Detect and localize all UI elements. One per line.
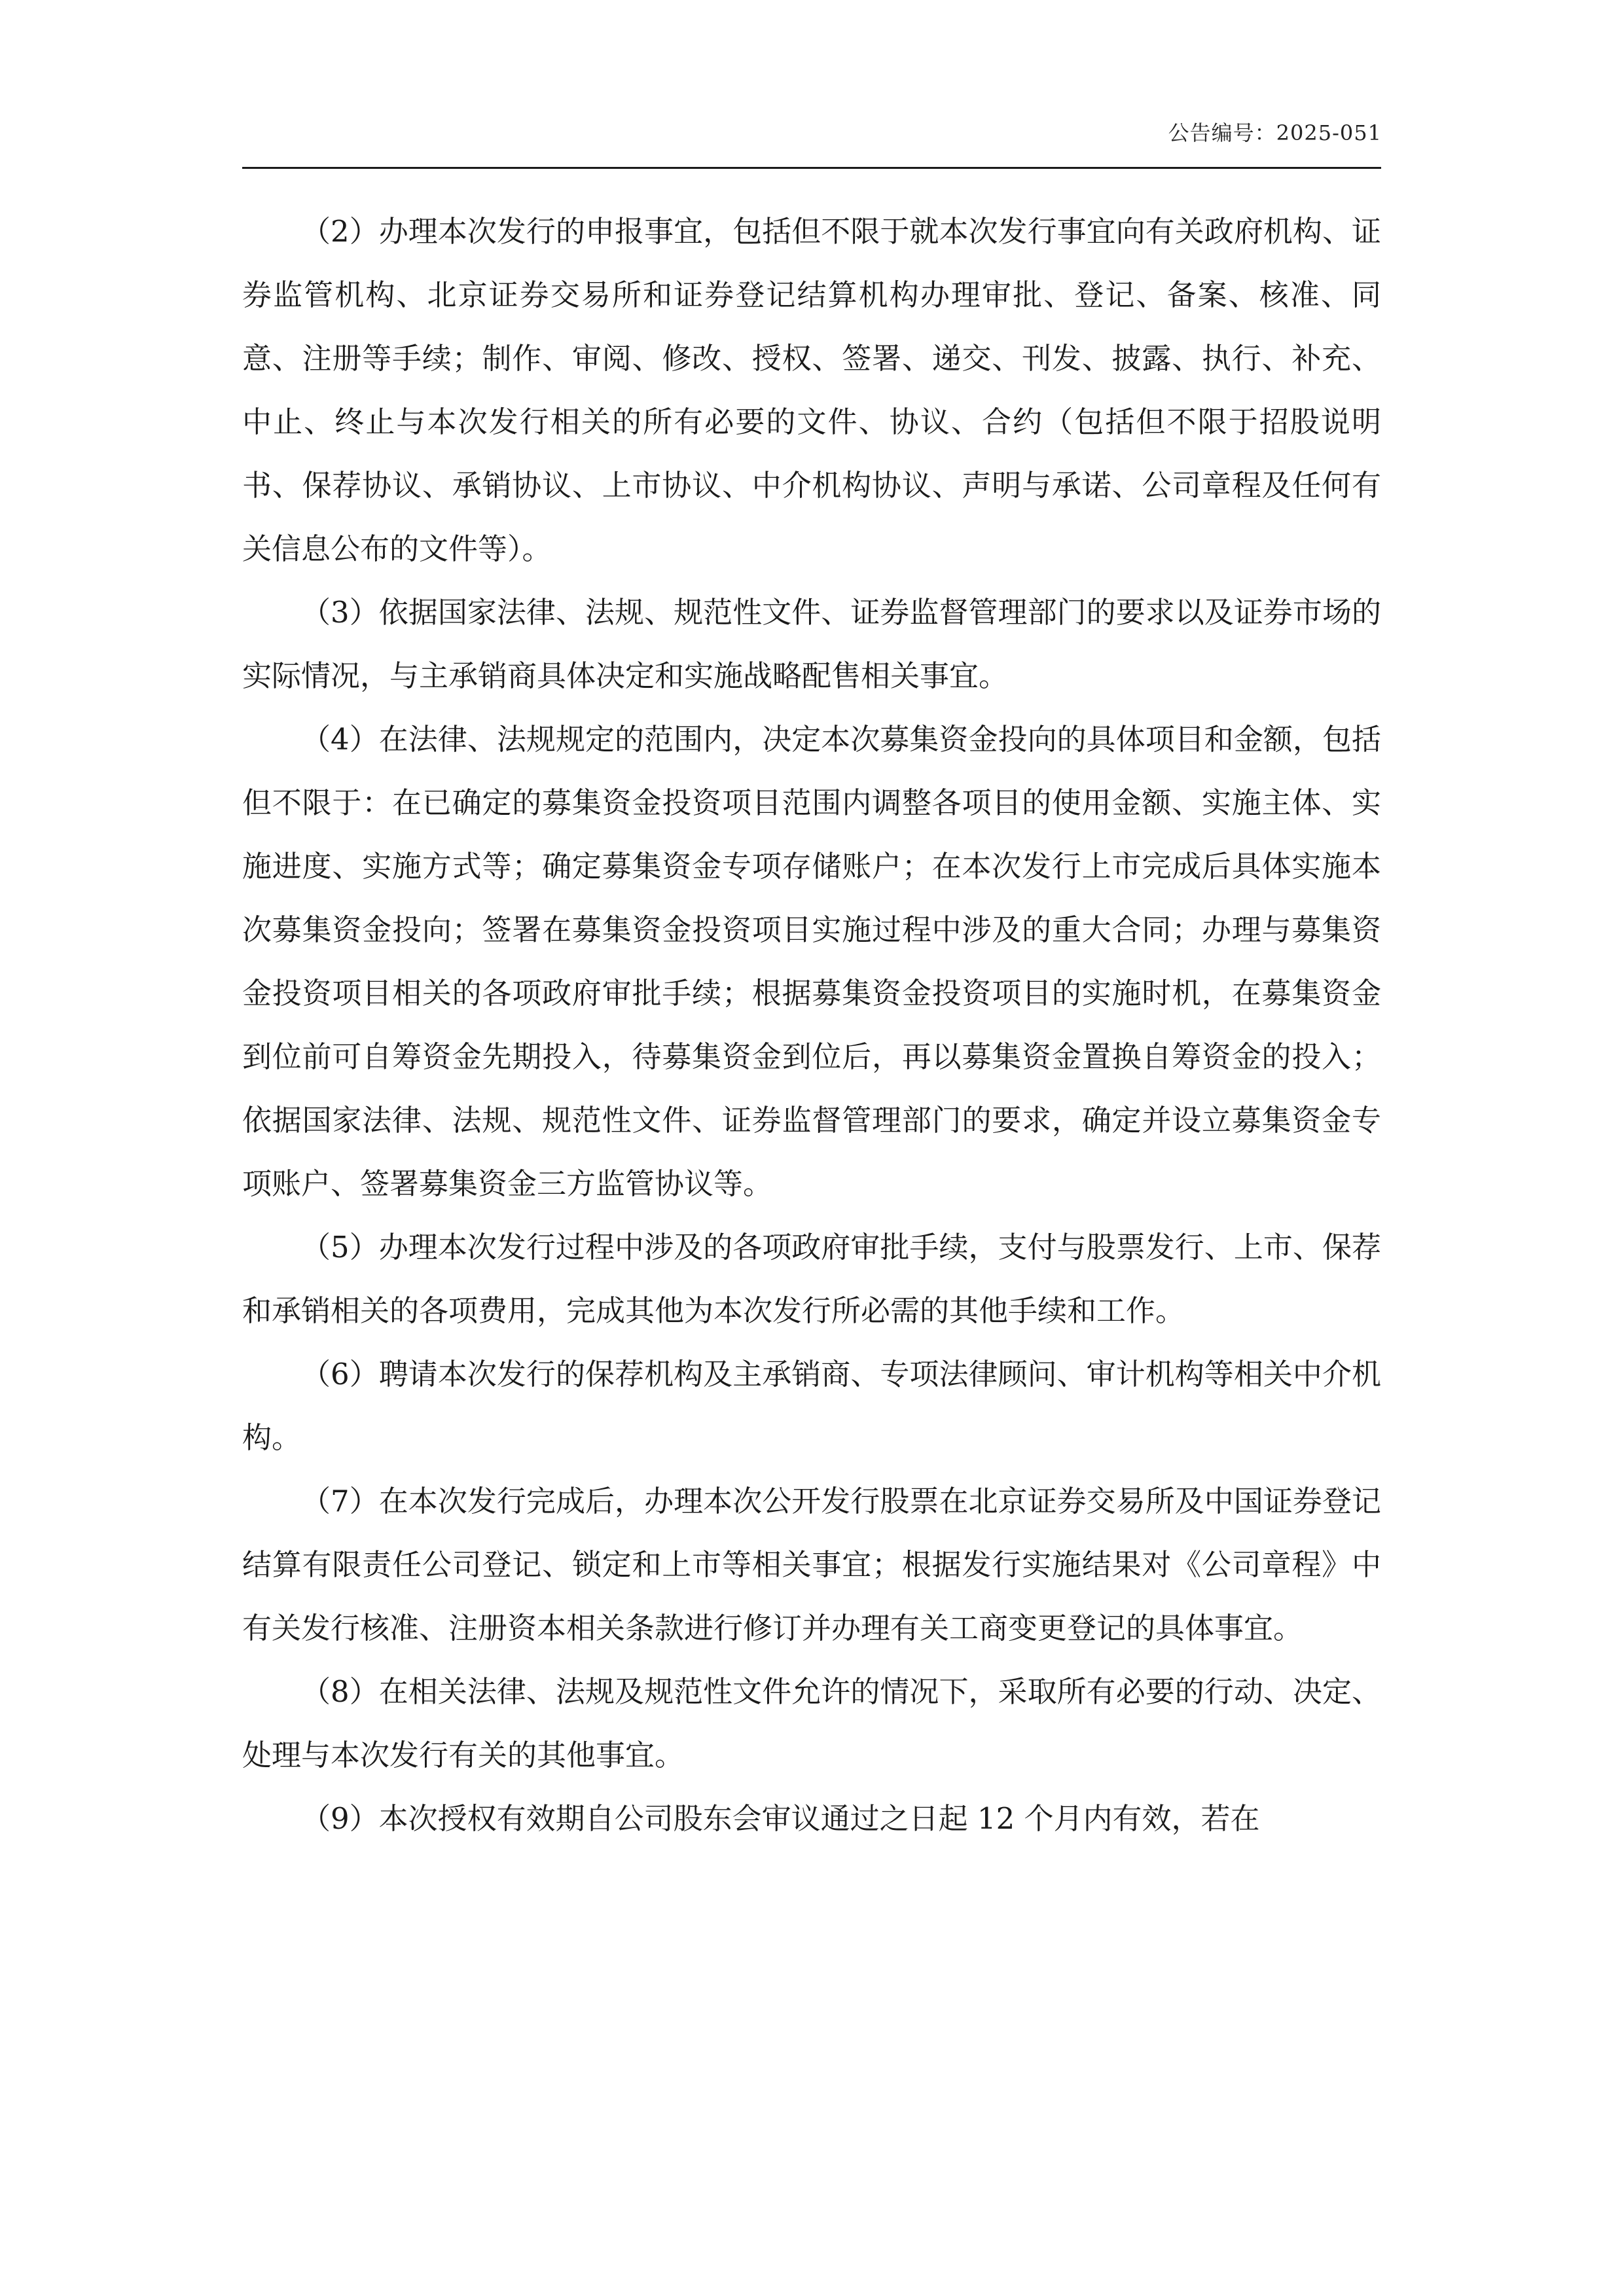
paragraph-item-6: （6）聘请本次发行的保荐机构及主承销商、专项法律顾问、审计机构等相关中介机构。	[242, 1357, 1381, 1455]
document-body	[242, 200, 1381, 1850]
paragraph-item-7: （7）在本次发行完成后，办理本次公开发行股票在北京证券交易所及中国证券登记结算有限责任公司登记、锁定和上市等相关事宜；根据发行实施结果对《公司章程》中有关发行核准、注册资本相关条款进行修订并办理有关工商变更登记的具体事宜。	[242, 1484, 1381, 1645]
announcement-number: 公告编号：2025-051	[1168, 120, 1382, 145]
paragraph-item-2: （2）办理本次发行的申报事宜，包括但不限于就本次发行事宜向有关政府机构、证券监管机构、北京证券交易所和证券登记结算机构办理审批、登记、备案、核准、同意、注册等手续；制作、审阅、修改、授权、签署、递交、刊发、披露、执行、补充、中止、终止与本次发行相关的所有必要的文件、协议、合约（包括但不限于招股说明书、保荐协议、承销协议、上市协议、中介机构协议、声明与承诺、公司章程及任何有关信息公布的文件等）。	[242, 214, 1381, 566]
paragraph-item-4: （4）在法律、法规规定的范围内，决定本次募集资金投向的具体项目和金额，包括但不限于：在已确定的募集资金投资项目范围内调整各项目的使用金额、实施主体、实施进度、实施方式等；确定募集资金专项存储账户；在本次发行上市完成后具体实施本次募集资金投向；签署在募集资金投资项目实施过程中涉及的重大合同；办理与募集资金投资项目相关的各项政府审批手续；根据募集资金投资项目的实施时机，在募集资金到位前可自筹资金先期投入，待募集资金到位后，再以募集资金置换自筹资金的投入；依据国家法律、法规、规范性文件、证券监督管理部门的要求，确定并设立募集资金专项账户、签署募集资金三方监管协议等。	[242, 722, 1381, 1201]
header-divider	[242, 167, 1381, 169]
paragraph-item-8: （8）在相关法律、法规及规范性文件允许的情况下，采取所有必要的行动、决定、处理与本次发行有关的其他事宜。	[242, 1674, 1381, 1772]
paragraph-item-5: （5）办理本次发行过程中涉及的各项政府审批手续，支付与股票发行、上市、保荐和承销相关的各项费用，完成其他为本次发行所必需的其他手续和工作。	[242, 1230, 1381, 1328]
paragraph-item-9: （9）本次授权有效期自公司股东会审议通过之日起 12 个月内有效，若在	[301, 1801, 1260, 1836]
paragraph-item-3: （3）依据国家法律、法规、规范性文件、证券监督管理部门的要求以及证券市场的实际情况，与主承销商具体决定和实施战略配售相关事宜。	[242, 595, 1381, 693]
